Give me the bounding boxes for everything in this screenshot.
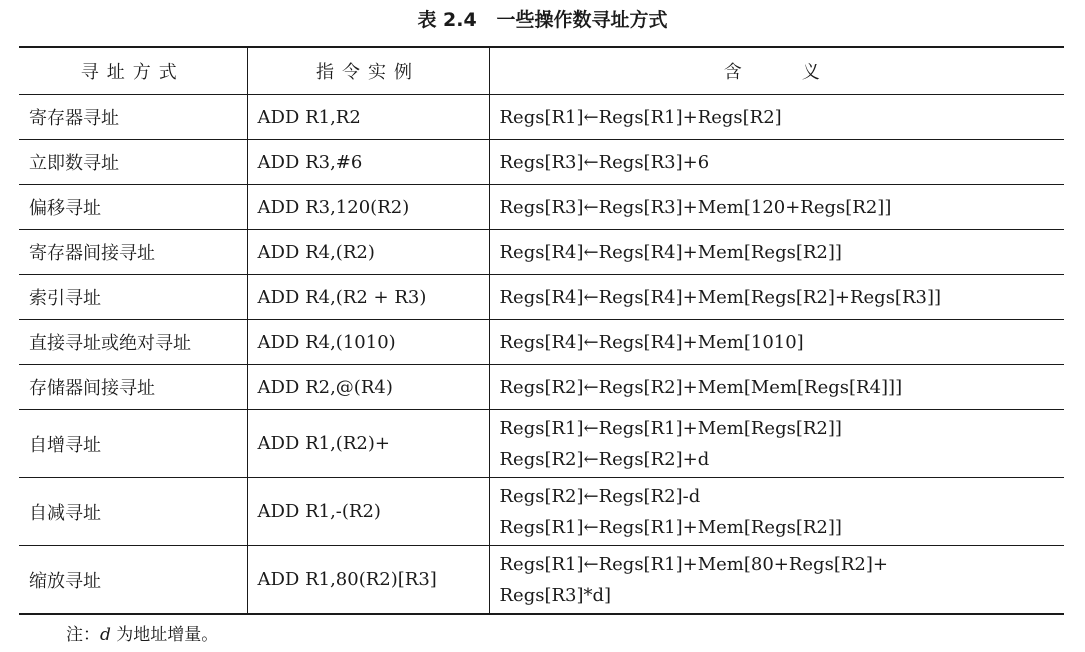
meaning-cell (489, 275, 1064, 320)
meaning-cell (489, 546, 1064, 615)
meaning-line: Regs[R4]←Regs[R4]+Mem[Regs[R2]] (499, 241, 842, 263)
table-row (19, 275, 1064, 320)
header-meaning: 含义 (489, 47, 1064, 95)
example-cell: ADD R3,120(R2) (247, 185, 489, 230)
meaning-cell (489, 478, 1064, 546)
example-cell: ADD R1,-(R2) (247, 478, 489, 546)
mode-cell: 存储器间接寻址 (19, 365, 247, 410)
mode-cell: 寄存器间接寻址 (19, 230, 247, 275)
meaning-cell (489, 185, 1064, 230)
note-text: 为地址增量。 (110, 625, 219, 645)
table-row (19, 546, 1064, 615)
table-row (19, 320, 1064, 365)
example-cell: ADD R1,R2 (247, 95, 489, 140)
mode-cell: 立即数寻址 (19, 140, 247, 185)
meaning-line: Regs[R4]←Regs[R4]+Mem[1010] (499, 331, 804, 353)
table-row (19, 478, 1064, 546)
meaning-cell (489, 230, 1064, 275)
meaning-cell (489, 365, 1064, 410)
table-row (19, 365, 1064, 410)
meaning-line: Regs[R1]←Regs[R1]+Regs[R2] (499, 106, 782, 128)
example-cell: ADD R4,(R2 + R3) (247, 275, 489, 320)
addressing-modes-table (19, 46, 1064, 615)
meaning-line: Regs[R2]←Regs[R2]-d (499, 485, 701, 507)
header-instruction-example: 指令实例 (247, 47, 489, 95)
mode-cell: 缩放寻址 (19, 546, 247, 615)
meaning-line: Regs[R4]←Regs[R4]+Mem[Regs[R2]+Regs[R3]] (499, 286, 942, 308)
meaning-line: Regs[R1]←Regs[R1]+Mem[Regs[R2]] (499, 516, 842, 538)
mode-cell: 寄存器寻址 (19, 95, 247, 140)
note-prefix: 注： (66, 625, 100, 645)
example-cell: ADD R1,(R2)+ (247, 410, 489, 478)
example-cell: ADD R4,(R2) (247, 230, 489, 275)
example-cell: ADD R4,(1010) (247, 320, 489, 365)
meaning-cell (489, 320, 1064, 365)
meaning-line: Regs[R2]←Regs[R2]+d (499, 448, 710, 470)
mode-cell: 直接寻址或绝对寻址 (19, 320, 247, 365)
table-row (19, 410, 1064, 478)
example-cell: ADD R1,80(R2)[R3] (247, 546, 489, 615)
meaning-line: Regs[R1]←Regs[R1]+Mem[Regs[R2]] (499, 417, 842, 439)
mode-cell: 自增寻址 (19, 410, 247, 478)
header-addressing-mode: 寻址方式 (19, 47, 247, 95)
meaning-line: Regs[R3]←Regs[R3]+6 (499, 151, 710, 173)
meaning-line: Regs[R1]←Regs[R1]+Mem[80+Regs[R2]+ (499, 553, 888, 575)
meaning-cell (489, 410, 1064, 478)
meaning-cell (489, 140, 1064, 185)
table-row (19, 140, 1064, 185)
example-cell: ADD R3,#6 (247, 140, 489, 185)
table-row (19, 185, 1064, 230)
table-row (19, 230, 1064, 275)
mode-cell: 偏移寻址 (19, 185, 247, 230)
meaning-line: Regs[R2]←Regs[R2]+Mem[Mem[Regs[R4]]] (499, 376, 903, 398)
table-row (19, 95, 1064, 140)
header-row (19, 47, 1064, 95)
note-variable: d (100, 625, 111, 645)
meaning-cell (489, 95, 1064, 140)
meaning-line: Regs[R3]*d] (499, 584, 612, 606)
table-footnote (66, 622, 218, 648)
meaning-line: Regs[R3]←Regs[R3]+Mem[120+Regs[R2]] (499, 196, 892, 218)
mode-cell: 索引寻址 (19, 275, 247, 320)
table-caption: 表 2.4 一些操作数寻址方式 (417, 9, 668, 31)
mode-cell: 自减寻址 (19, 478, 247, 546)
example-cell: ADD R2,@(R4) (247, 365, 489, 410)
